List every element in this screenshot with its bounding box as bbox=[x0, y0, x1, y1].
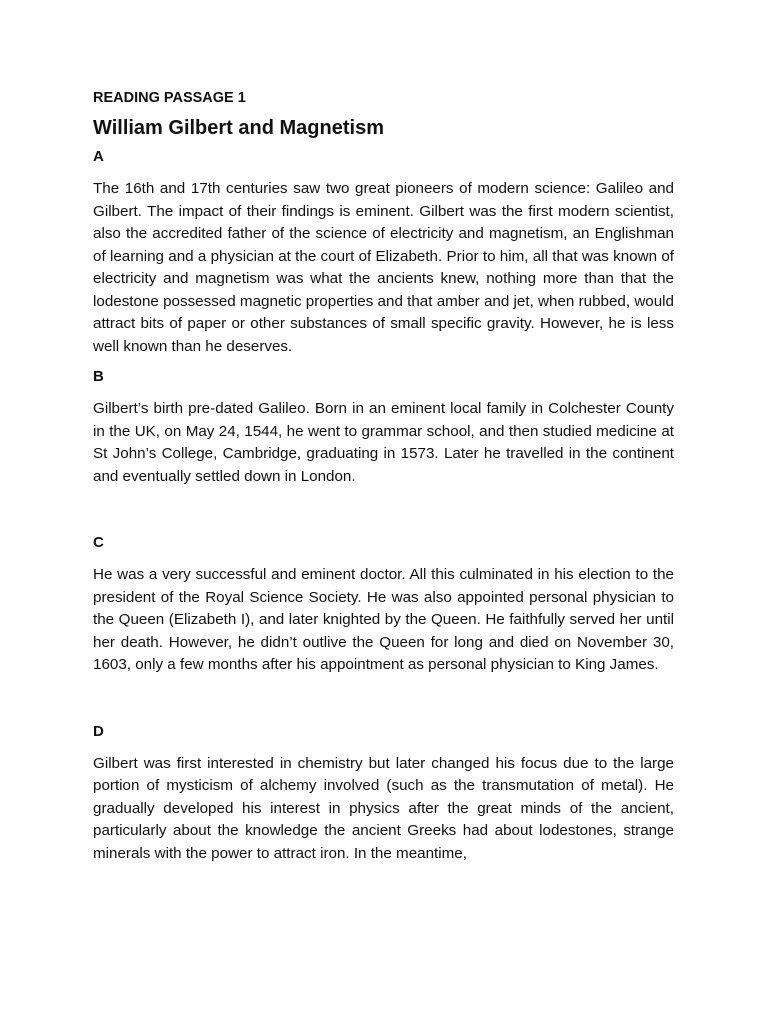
section-a bbox=[93, 146, 674, 358]
section-letter: D bbox=[93, 722, 104, 740]
section-paragraph: The 16th and 17th centuries saw two great pioneers of modern science: Galileo and Gilbert. The impact of their findings is eminent. Gilbert was the first modern scientist, also the accredited father of the science of electricity and magnetism, an Englishman of learning and a physician at the court of Elizabeth. Prior to him, all that was known of electricity and magnetism was what the ancients knew, nothing more than that the lodestone possessed magnetic properties and that amber and jet, when rubbed, would attract bits of paper or other substances of small specific gravity. However, he is less well known than he deserves. bbox=[93, 180, 674, 355]
page-title: William Gilbert and Magnetism bbox=[93, 117, 384, 139]
section-c bbox=[93, 532, 674, 677]
section-paragraph: Gilbert was first interested in chemistry but later changed his focus due to the large portion of mysticism of alchemy involved (such as the transmutation of metal). He gradually developed his interest in physics after the great minds of the ancient, particularly about the knowledge the ancient Greeks had about lodestones, strange minerals with the power to attract iron. In the meantime, bbox=[93, 754, 674, 862]
section-paragraph: Gilbert’s birth pre-dated Galileo. Born in an eminent local family in Colchester County in the UK, on May 24, 1544, he went to grammar school, and then studied medicine at St John’s College, Cambridge, graduating in 1573. Later he travelled in the continent and eventually settled down in London. bbox=[93, 400, 674, 485]
section-b bbox=[93, 366, 674, 488]
section-letter: C bbox=[93, 534, 104, 551]
document-page bbox=[93, 88, 674, 873]
section-paragraph: He was a very successful and eminent doctor. All this culminated in his election to the president of the Royal Science Society. He was also appointed personal physician to the Queen (Elizabeth I), and later knighted by the Queen. He faithfully served her until her death. However, he didn’t outlive the Queen for long and died on November 30, 1603, only a few months after his appointment as personal physician to King James. bbox=[93, 566, 674, 673]
section-d bbox=[93, 721, 674, 866]
section-letter: B bbox=[93, 368, 104, 385]
passage-label: READING PASSAGE 1 bbox=[93, 90, 246, 106]
section-letter: A bbox=[93, 148, 104, 165]
